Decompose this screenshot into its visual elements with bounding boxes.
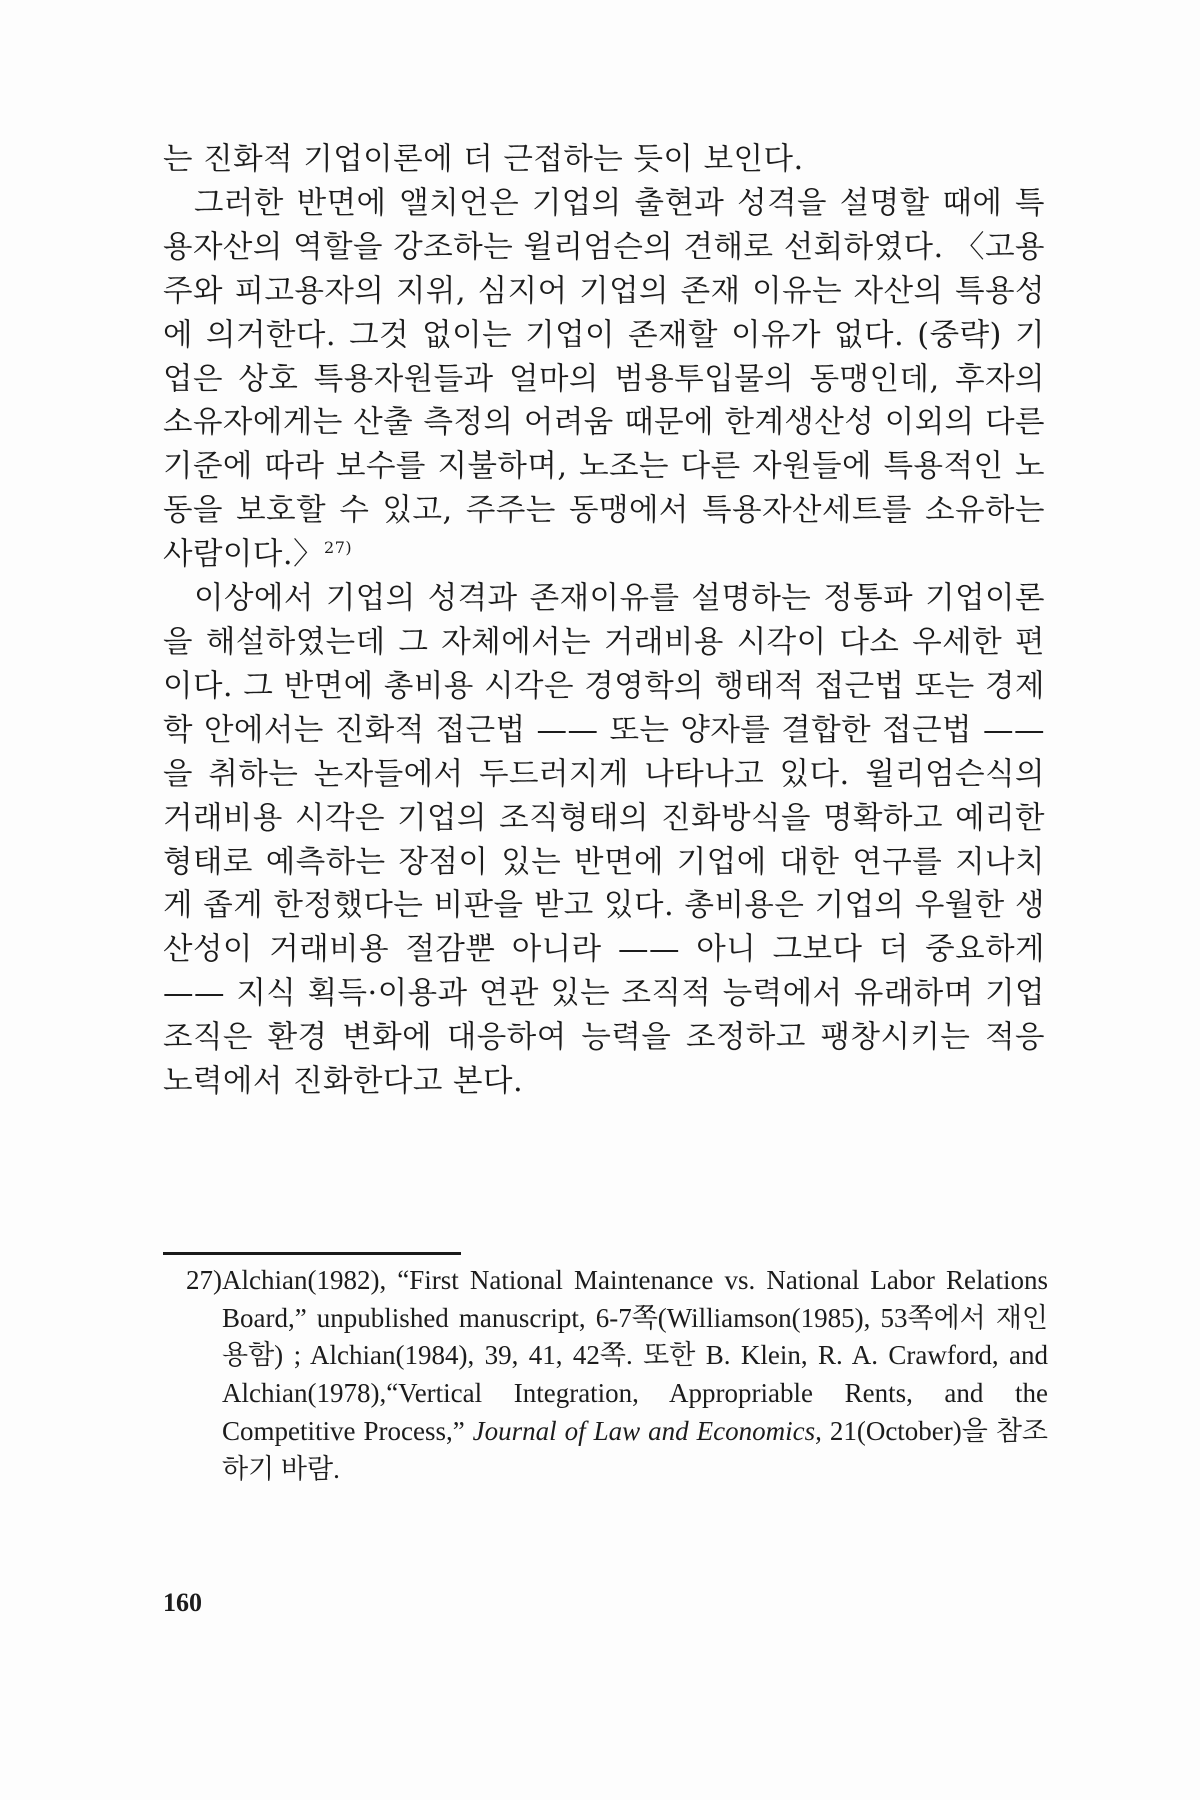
page-number: 160	[163, 1588, 202, 1617]
footnotes	[186, 1262, 1048, 1488]
paragraph-2	[163, 182, 1045, 577]
footnote-text-part-2: 21(October)을 참조하기 바람.	[222, 1415, 1048, 1484]
paragraph-3: 이상에서 기업의 성격과 존재이유를 설명하는 정통파 기업이론을 해설하였는데 그 자체에서는 거래비용 시각이 다소 우세한 편이다. 그 반면에 총비용 시각은 경영학의 행태적 접근법 또는 경제학 안에서는 진화적 접근법 —— 또는 양자를 결합한 접근법 —— 을 취하는 논자들에서 두드러지게 나타나고 있다. 윌리엄슨식의 거래비용 시각은 기업의 조직형태의 진화방식을 명확하고 예리한 형태로 예측하는 장점이 있는 반면에 기업에 대한 연구를 지나치게 좁게 한정했다는 비판을 받고 있다. 총비용은 기업의 우월한 생산성이 거래비용 절감뿐 아니라 —— 아니 그보다 더 중요하게 —— 지식 획득·이용과 연관 있는 조직적 능력에서 유래하며 기업조직은 환경 변화에 대응하여 능력을 조정하고 팽창시키는 적응 노력에서 진화한다고 본다.	[163, 581, 1045, 1100]
paragraph-1: 는 진화적 기업이론에 더 근접하는 듯이 보인다.	[163, 142, 804, 177]
footnote-number: 27)	[186, 1265, 222, 1295]
footnote-reference: 27)	[324, 538, 353, 557]
footnote-27	[186, 1262, 1048, 1488]
footnote-text-part-1: Alchian(1982), “First National Maintenance vs. National Labor Relations Board,” unpublished manuscript, 6-7쪽(Williamson(1985), 53쪽에서 재인용함) ; Alchian(1984), 39, 41, 42쪽. 또한 B. Klein, R. A. Crawford, and Alchian(1978),“Vertical Integration, Appropriable Rents, and the Competitive Process,”	[222, 1265, 1048, 1446]
footnote-journal-title: Journal of Law and Economics,	[472, 1415, 822, 1446]
paragraph-2-text: 그러한 반면에 앨치언은 기업의 출현과 성격을 설명할 때에 특용자산의 역할을 강조하는 윌리엄슨의 견해로 선회하였다. 〈고용주와 피고용자의 지위, 심지어 기업의 존재 이유는 자산의 특용성에 의거한다. 그것 없이는 기업이 존재할 이유가 없다. (중략) 기업은 상호 특용자원들과 얼마의 범용투입물의 동맹인데, 후자의 소유자에게는 산출 측정의 어려움 때문에 한계생산성 이외의 다른 기준에 따라 보수를 지불하며, 노조는 다른 자원들에 특용적인 노동을 보호할 수 있고, 주주는 동맹에서 특용자산세트를 소유하는 사람이다.〉	[163, 185, 1045, 573]
footnote-divider	[163, 1252, 461, 1255]
footnote-text	[222, 1262, 1048, 1488]
main-text	[163, 138, 1045, 1104]
